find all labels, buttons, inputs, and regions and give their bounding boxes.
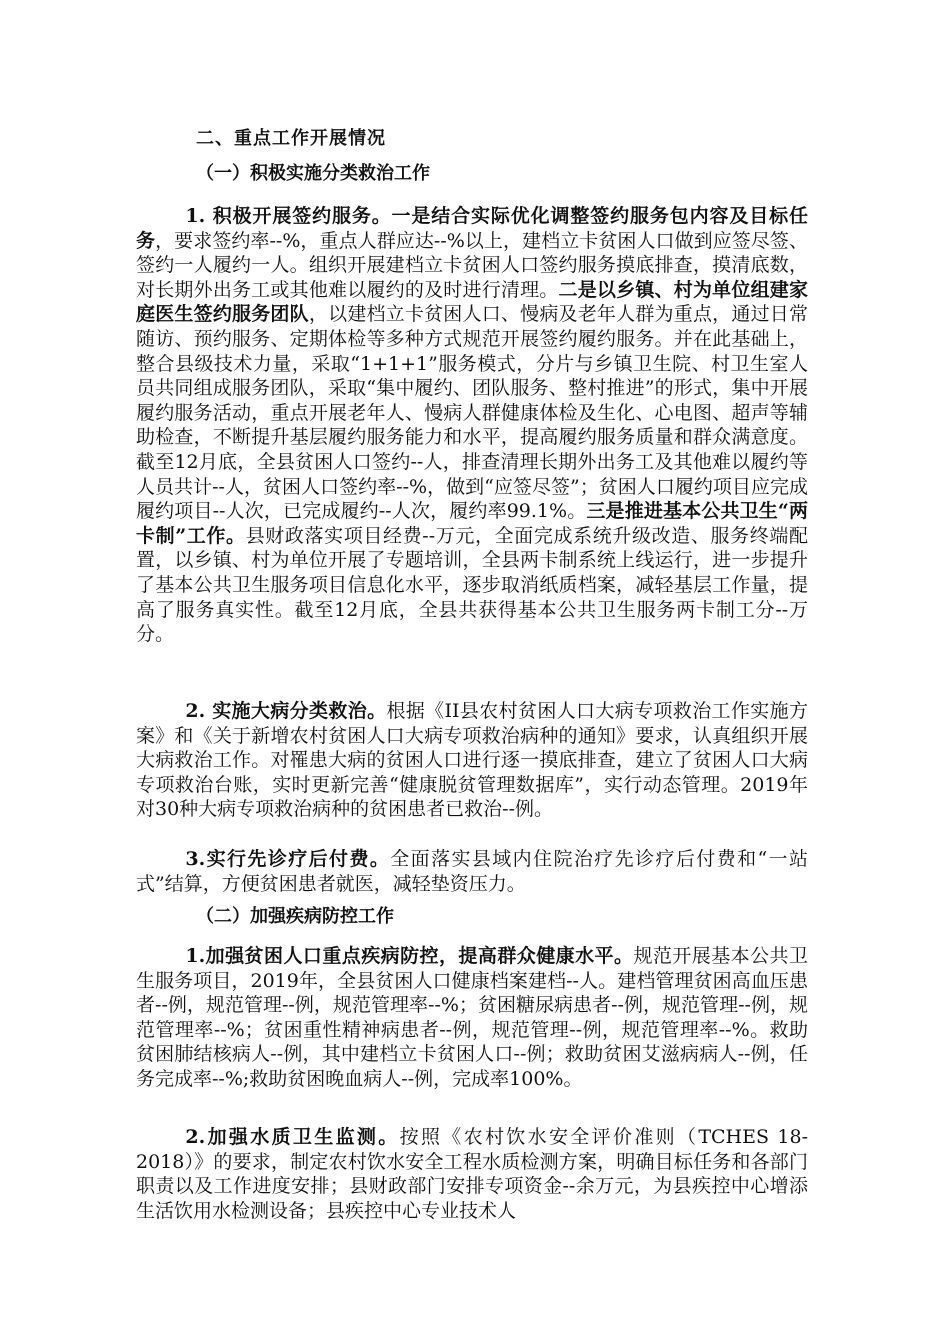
paragraph-bold: 二是以乡镇、村为单位组建家庭医生签约服务团队 [136, 278, 808, 326]
paragraph-major-illness [136, 699, 808, 822]
paragraph-text: ，要求签约率--%，重点人群应达--%以上，建档立卡贫困人口做到应签尽签、签约一人履约一人。组织开展建档立卡贫困人口签约服务摸底排查，摸清底数，对长期外出务工或其他难以履约的及时进行清理。 [136, 229, 808, 301]
paragraph-text: 按照《农村饮水安全评价准则（TCHES 18-2018）》的要求，制定农村饮水安全工程水质检测方案，明确目标任务和各部门职责以及工作进度安排；县财政部门安排专项资金--余万元，为县疾控中心增添生活饮用水检测设备；县疾控中心专业技术人 [136, 1126, 808, 1222]
paragraph-lead: 2.加强水质卫生监测。 [185, 1126, 400, 1148]
paragraph-text: 规范开展基本公共卫生服务项目，2019年，全县贫困人口健康档案建档--人。建档管理贫困高血压患者--例，规范管理--例，规范管理率--%；贫困糖尿病患者--例，规范管理--例，规范管理率--%；贫困重性精神病患者--例，规范管理--例，规范管理率--%。救助贫困肺结核病人--例，其中建档立卡贫困人口--例；救助贫困艾滋病病人--例，任务完成率--%;救助贫困晚血病人--例，完成率100%。 [136, 945, 808, 1090]
paragraph-lead: 2. 实施大病分类救治。 [185, 700, 387, 722]
paragraph-text: ，以建档立卡贫困人口、慢病及老年人群为重点，通过日常随访、预约服务、定期体检等多种方式规范开展签约履约服务。并在此基础上，整合县级技术力量，采取“1+1+1”服务模式，分片与乡镇卫生院、村卫生室人员共同组成服务团队，采取“集中履约、团队服务、整村推进”的形式，集中开展履约服务活动，重点开展老年人、慢病人群健康体检及生化、心电图、超声等辅助检查，不断提升基层履约服务能力和水平，提高履约服务质量和群众满意度。截至12月底，全县贫困人口签约--人，排查清理长期外出务工及其他难以履约等人员共计--人，贫困人口签约率--%，做到“应签尽签”；贫困人口履约项目应完成履约项目--人次，已完成履约--人次，履约率99.1%。 [136, 303, 808, 523]
paragraph-signing-service [136, 204, 808, 647]
paragraph-bold: 三是推进基本公共卫生“两卡制”工作。 [136, 500, 808, 547]
paragraph-lead: 1.加强贫困人口重点疾病防控，提高群众健康水平。 [185, 945, 634, 967]
paragraph-text: 县财政落实项目经费--万元，全面完成系统升级改造、服务终端配置，以乡镇、村为单位开展了专题培训，全县两卡制系统上线运行，进一步提升了基本公共卫生服务项目信息化水平，逐步取消纸质档案，减轻基层工作量，提高了服务真实性。截至12月底，全县共获得基本公共卫生服务两卡制工分--万分。 [136, 524, 809, 646]
section-title: 二、重点工作开展情况 [196, 128, 386, 149]
paragraph-lead: 3.实行先诊疗后付费。 [185, 848, 391, 870]
paragraph-text: 全面落实县域内住院治疗先诊疗后付费和“一站式”结算，方便贫困患者就医，减轻垫资压力。 [136, 848, 808, 895]
paragraph-text: 根据《II县农村贫困人口大病专项救治工作实施方案》和《关于新增农村贫困人口大病专项救治病种的通知》要求，认真组织开展大病救治工作。对罹患大病的贫困人口进行逐一摸底排查，建立了贫困人口大病专项救治台账，实时更新完善“健康脱贫管理数据库”，实行动态管理。2019年对30种大病专项救治病种的贫困患者已救治--例。 [136, 700, 808, 821]
paragraph-lead: 1. 积极开展签约服务。一是结合实际优化调整签约服务包内容及目标任务 [136, 205, 808, 252]
paragraph-disease-control [136, 944, 808, 1092]
paragraph-treat-first-pay-later [136, 847, 808, 896]
paragraph-water-quality [136, 1125, 808, 1223]
subsection-title-1: （一）积极实施分类救治工作 [196, 163, 430, 184]
subsection-title-2: （二）加强疾病防控工作 [196, 906, 394, 927]
